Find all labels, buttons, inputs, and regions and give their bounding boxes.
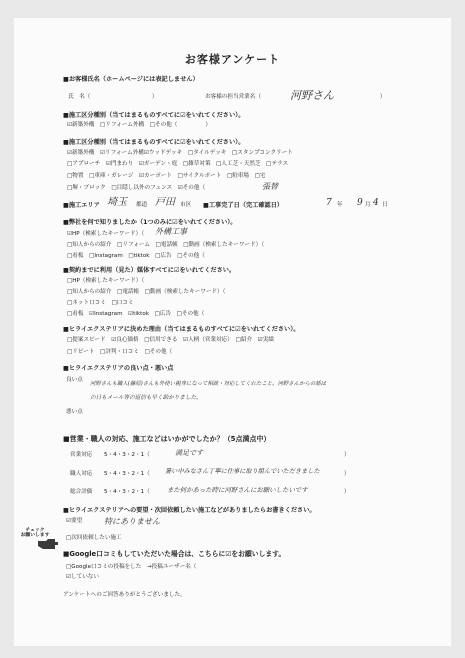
construction-type-header: ■施工区分種別（当てはまるものすべてに☑をいれてください）。 <box>63 112 245 119</box>
rating-label: 営業対応 <box>70 452 93 458</box>
good-point-text: の日もメール等の返信も早く助かりました。 <box>90 395 202 401</box>
page-title: お客様アンケート <box>184 53 281 66</box>
requests-header: ■ヒライエクステリアへの要望・次回依頼したい施工などがありましたらお書きください。 <box>63 507 316 514</box>
contract-media-row: □ネット口コミ □口コミ <box>67 300 134 306</box>
service-rating-header: ■営業・職人の対応、施工などはいかがでしたか？（5点満点中） <box>63 435 271 443</box>
day-suffix: 日 <box>382 202 388 208</box>
completion-label: ■工事完了日（完工確認日） <box>203 202 284 209</box>
google-header: ■Google口コミもしていただいた場合は、こちらに☑をお願いします。 <box>63 550 286 558</box>
rating-scale: 5・4・3・2・1（ <box>104 452 150 458</box>
content-type-other-value: 張替 <box>262 182 278 191</box>
rep-label: お客様の担当営業名（ <box>205 94 261 100</box>
discovery-header: ■弊社を何で知りましたか（1つのみに☑をいれてください）。 <box>63 219 237 226</box>
content-type-row: □塀・ブロック □目隠し以外のフェンス ☑その他（ <box>67 185 206 191</box>
content-type-row: ☑新築外構 ☑リフォーム外構☑ウッドデッキ □タイルデッキ □スタンプコンクリート <box>67 150 293 156</box>
discovery-keyword: 外構工事 <box>155 227 187 236</box>
rating-comment: 満足です <box>175 449 203 457</box>
decision-reason-row: □提案スピード ☑良心価格 □信用できる ☑人柄（営業対応） □紹介 ☑実績 <box>67 337 274 343</box>
google-posted-option: □Google口コミの投稿をした →投稿ユーザー名（ <box>66 564 197 570</box>
content-type-header: ■施工区分種別（当てはまるものすべてに☑をいれてください）。 <box>63 139 245 146</box>
request-value: 特にありません <box>104 517 160 526</box>
next-construction-label: □次回依頼したい施工 <box>66 535 122 541</box>
rating-close: ） <box>344 471 350 477</box>
google-not-posted-option: ☑していない <box>66 574 99 580</box>
footer-thanks: アンケートへのご回答ありがとうございました。 <box>63 592 186 598</box>
rating-scale: 5・4・3・2・1（ <box>104 471 150 477</box>
contract-media-header: ■契約までに利用（見た）媒体すべてに☑をいれてください。 <box>63 267 236 274</box>
rating-label: 総合評価 <box>70 489 93 495</box>
completion-month: 9 <box>357 198 363 208</box>
rating-label: 職人対応 <box>70 471 93 477</box>
contract-media-row: □HP（検索したキーワード）（ <box>67 278 145 284</box>
completion-day: 4 <box>373 198 379 208</box>
rating-close: ） <box>344 452 350 458</box>
bad-point-label: 悪い点 <box>66 409 83 415</box>
decision-reason-header: ■ヒライエクステリアに決めた理由（当てはまるものすべてに☑をいれてください）。 <box>63 326 300 333</box>
rep-value: 河野さん <box>290 89 334 102</box>
good-bad-header: ■ヒライエクステリアの良い点・悪い点 <box>63 365 174 372</box>
completion-year: 7 <box>326 198 332 208</box>
year-suffix: 年 <box>337 202 343 208</box>
area-pref-suffix: 都道 <box>136 202 148 208</box>
check-please-tag: チェック お願いします <box>20 528 50 539</box>
rep-close: ） <box>380 94 386 100</box>
content-type-row: □アプローチ ☑門まわり ☑ガーデン・庭 □雑草対策 □人工芝・天然芝 □テラス <box>67 161 289 167</box>
name-section-header: ■お客様氏名（ホームページには表記しません） <box>63 76 199 83</box>
decision-reason-row: □リピート □評判・口コミ □その他（ <box>67 349 173 355</box>
good-point-label: 良い点 <box>66 377 83 383</box>
area-label: ■施工エリア <box>63 202 100 209</box>
pointing-hand-icon <box>37 537 59 551</box>
rating-comment: また何かあった時に河野さんにお願いしたいです <box>167 486 308 494</box>
rating-close: ） <box>344 489 350 495</box>
name-label: 氏 名（ ） <box>68 94 158 100</box>
content-type-row: □物置 □車庫・ガレージ ☑カーポート □サイクルポート □駐車場 □宅 <box>67 173 266 179</box>
discovery-row: □知人からの紹介 □リフォーム □電話帳 □動画（検索したキーワード）（ <box>67 242 265 248</box>
discovery-row: □看板 □Instagram □tiktok □広告 □その他（ <box>67 253 205 259</box>
request-label: ☑要望 <box>66 518 83 524</box>
contract-media-row: □知人からの紹介 □電話帳 □動画（検索したキーワード）（ <box>67 289 226 295</box>
construction-type-options: ☑新築外構 □リフォーム外構 □その他（ ） <box>67 122 211 128</box>
area-prefecture: 埼玉 <box>107 197 127 208</box>
rating-scale: 5・4・3・2・1（ <box>104 489 150 495</box>
area-city-suffix: 市区 <box>180 202 192 208</box>
good-point-text: 河野さんも職人(藤原)さんも外使い親身になって相談・対応してくれたこと。河野さんからの話は <box>90 381 327 387</box>
discovery-row: ☑HP（検索したキーワード）（ <box>67 231 144 237</box>
area-city: 戸田 <box>155 197 175 208</box>
month-suffix: 月 <box>365 202 371 208</box>
contract-media-row: □看板 ☑Instagram ☑tiktok □広告 □その他（ <box>67 311 205 317</box>
rating-comment: 暑い中みなさん丁寧に仕事に取り組んでいただきました <box>165 468 320 475</box>
